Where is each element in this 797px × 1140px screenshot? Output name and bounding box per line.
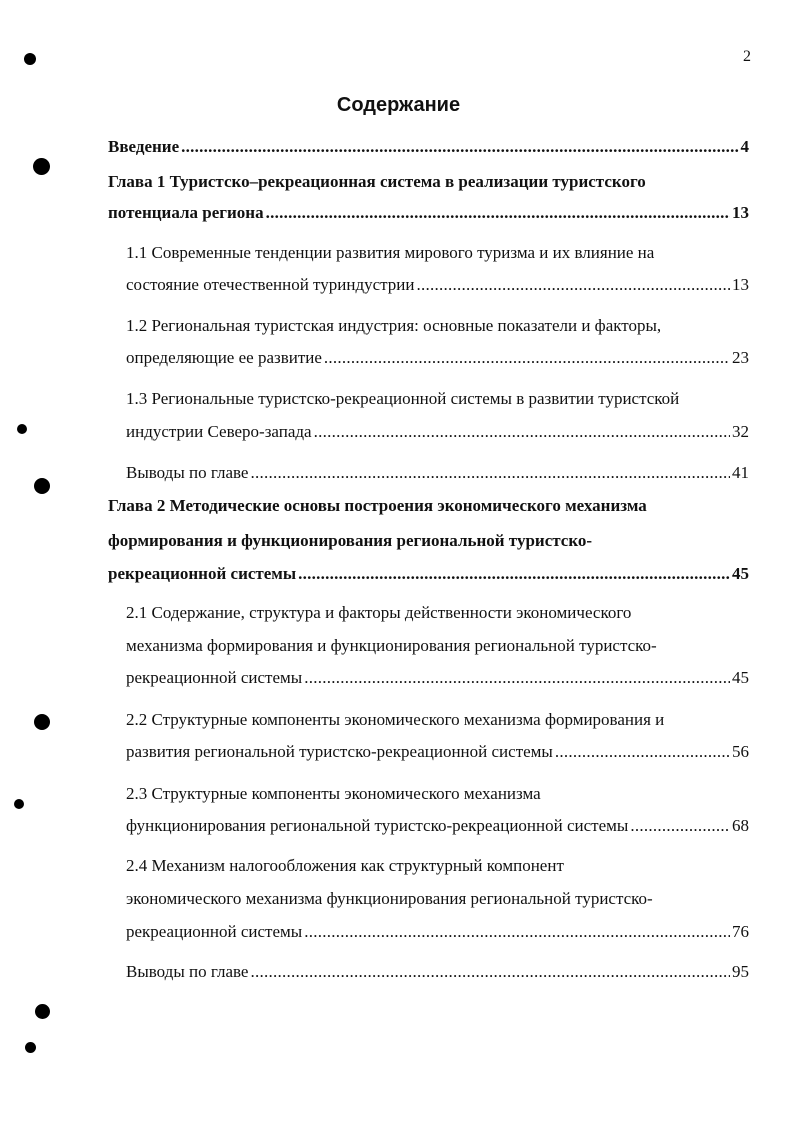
toc-entry: формирования и функционирования региональной туристско- (108, 531, 593, 550)
toc-entry: рекреационной системы . . . 45 (126, 666, 749, 690)
toc-entry: функционирования региональной туристско-рекреационной системы . . . 68 (126, 814, 749, 838)
toc-entry: рекреационной системы . . . 76 (126, 920, 749, 944)
toc-entry: Глава 2 Методические основы построения экономического механизма (108, 496, 647, 515)
binder-hole-mark (24, 53, 36, 65)
toc-entry: 2.1 Содержание, структура и факторы действенности экономического (126, 603, 632, 622)
toc-entry: Глава 1 Туристско–рекреационная система в реализации туристского (108, 172, 646, 191)
binder-hole-mark (33, 158, 50, 175)
toc-entry: 2.2 Структурные компоненты экономического механизма формирования и (126, 710, 665, 729)
binder-hole-mark (14, 799, 24, 809)
toc-entry: 1.3 Региональные туристско-рекреационной системы в развитии туристской (126, 389, 680, 408)
toc-entry: механизма формирования и функционирования региональной туристско- (126, 636, 657, 655)
toc-entry: 1.1 Современные тенденции развития мирового туризма и их влияние на (126, 243, 655, 262)
toc-entry: 1.2 Региональная туристская индустрия: основные показатели и факторы, (126, 316, 662, 335)
binder-hole-mark (34, 714, 50, 730)
toc-entry: развития региональной туристско-рекреационной системы . . . 56 (126, 740, 749, 764)
binder-hole-mark (17, 424, 27, 434)
toc-entry: потенциала региона . . . 13 (108, 201, 749, 225)
binder-hole-mark (35, 1004, 50, 1019)
page-title: Содержание (336, 94, 461, 116)
page-number: 2 (743, 48, 751, 65)
toc-entry: экономического механизма функционирования региональной туристско- (126, 889, 653, 908)
toc-entry: 2.3 Структурные компоненты экономического механизма (126, 784, 541, 803)
toc-entry: определяющие ее развитие . . . 23 (126, 346, 749, 370)
toc-entry: рекреационной системы . . . 45 (108, 562, 749, 586)
toc-entry: Введение . . . 4 (108, 135, 749, 159)
toc-entry: состояние отечественной туриндустрии . . . 13 (126, 273, 749, 297)
toc-entry: Выводы по главе . . . 95 (126, 960, 749, 984)
binder-hole-mark (25, 1042, 36, 1053)
toc-entry: индустрии Северо-запада . . . 32 (126, 420, 749, 444)
toc-entry: 2.4 Механизм налогообложения как структурный компонент (126, 856, 564, 875)
binder-hole-mark (34, 478, 50, 494)
toc-entry: Выводы по главе . . . 41 (126, 461, 749, 485)
